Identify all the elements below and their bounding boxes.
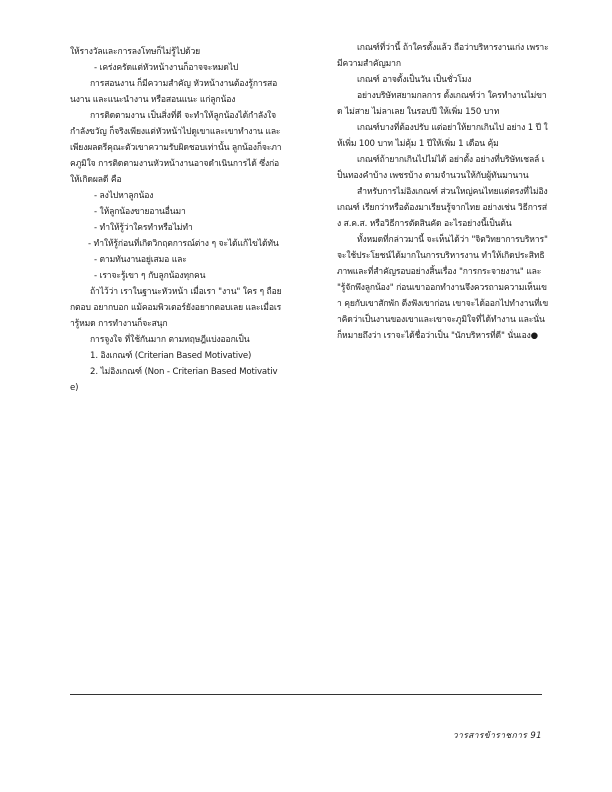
right-para-4: เกณฑ์บางที่ต้องปรับ แต่อย่าให้ยากเกินไป อย่าง 1 ปี ให้เพิ่ม 100 บาท ไม่คุ้ม 1 ปีให้เพิ่ม 1 เดือน คุ้ม [337,123,548,149]
right-para-7: ทั้งหมดที่กล่าวมานี้ จะเห็นได้ว่า "จิตวิทยาการบริหาร" จะใช้ประโยชน์ได้มากในการบริหารงาน ทำให้เกิดประสิทธิภาพและที่สำคัญรอบอย่างสิ้นเรื่อง "การกระจายงาน" และ "รู้จักพึงลูกน้อง" ก่อนเขาออกทำงานจึงควรถามความเห็นเขา คุยกับเขาสักพัก ตีงฟังเขาก่อน เขาจะได้ออกไปทำงานที่เขาคิดว่าเป็นงานของเขาและเขาจะภูมิใจที่ได้ทำงาน และนั่นก็หมายถึงว่า เราจะได้ชื่อว่าเป็น "นักบริหารที่ดี" นั่นเอง● [337,235,549,341]
left-para-6: การจูงใจ ที่ใช้กันมาก ตามทฤษฎีแบ่งออกเป็น [90,335,250,345]
right-para-2: เกณฑ์ อาจตั้งเป็นวัน เป็นชั่วโมง [357,75,472,85]
left-bullet-5: - ตามทันงานอยู่เสมอ และ [94,255,187,265]
right-para-6: สำหรับการไม่อิงเกณฑ์ ส่วนใหญ่คนไทยแต่ตรงที่ไม่อิงเกณฑ์ เรียกว่าหรือต้องมาเรียนรู้จากไทย อย่างเช่น วิธีการส่ง ส.ค.ส. หรือวิธีการตัดสินคัด อะไรอย่างนี้เป็นต้น [337,187,548,229]
left-list-item-1: 1. อิงเกณฑ์ (Criterian Based Motivative) [90,351,252,361]
left-para-2: - เคร่งครัดแต่หัวหน้างานก็อาจจะหมดไป [94,63,239,73]
left-column [70,44,282,396]
left-list-item-2: 2. ไม่อิงเกณฑ์ (Non - Criterian Based Motivative) [70,367,278,393]
left-para-3: การสอนงาน ก็มีความสำคัญ หัวหน้างานต้องรู้การสอนงาน และแนะนำงาน หรือสอนแนะ แก่ลูกน้อง [70,79,278,105]
right-para-5: เกณฑ์ถ้ายากเกินไปไม่ได้ อย่าตั้ง อย่างที่บริษัทเชลล์ เป็นทองคำบ้าง เพชรบ้าง ตามจำนวนให้กับผู้ทันมานาน [337,155,545,181]
left-bullet-2: - ให้ลูกน้องขายอานอื่นมา [94,207,186,217]
left-bullet-4: - ทำให้รู้ก่อนที่เกิดวิกฤตการณ์ต่าง ๆ จะได้แก้ไขได้ทัน [88,239,279,249]
footer-divider [70,694,542,695]
left-para-1: ให้รางวัลและการลงโทษก็ไม่รู้ไปด้วย [70,47,201,57]
left-bullet-3: - ทำให้รู้ว่าใครทำหรือไม่ทำ [94,223,193,233]
right-column [337,40,549,344]
left-bullet-6: - เราจะรู้เขา ๆ กับลูกน้องทุกคน [94,271,206,281]
left-para-5: ถ้าไว้ว่า เราในฐานะหัวหน้า เมื่อเรา "งาน" ใคร ๆ ถือยกตอบ อยากบอก แม้คอมพิวเตอร์ยังอยากตอบเลย และเมื่อเรารู้หมด การทำงานก็จะสนุก [70,287,282,329]
page-footer: วารสารข้าราชการ 91 [452,731,542,741]
left-bullet-1: - ลงไปหาลูกน้อง [94,191,154,201]
right-para-1: เกณฑ์ที่ว่านี้ ถ้าใครตั้งแล้ว ถือว่าบริหารงานเก่ง เพราะมีความสำคัญมาก [337,43,549,69]
left-para-4: การติดตามงาน เป็นสิ่งที่ดี จะทำให้ลูกน้องได้กำลังใจ กำลังขวัญ ก็จริงเพียงแต่หัวหน้าไปดูเขาและเขาทำงาน และเพียงผลตรีคุณะตัวเขาความรับผิดชอบเท่านั้น ลูกน้องก็จะภาคภูมิใจ การติดตามงานหัวหน้างานอาจดำเนินการได้ ซึ่งก่อให้เกิดผลดี คือ [70,111,282,185]
right-para-3: อย่างบริษัทสยามกลการ ตั้งเกณฑ์ว่า ใครทำงานไม่ขาด ไม่สาย ไม่ลาเลย ในรอบปี ให้เพิ่ม 150 บาท [337,91,547,117]
